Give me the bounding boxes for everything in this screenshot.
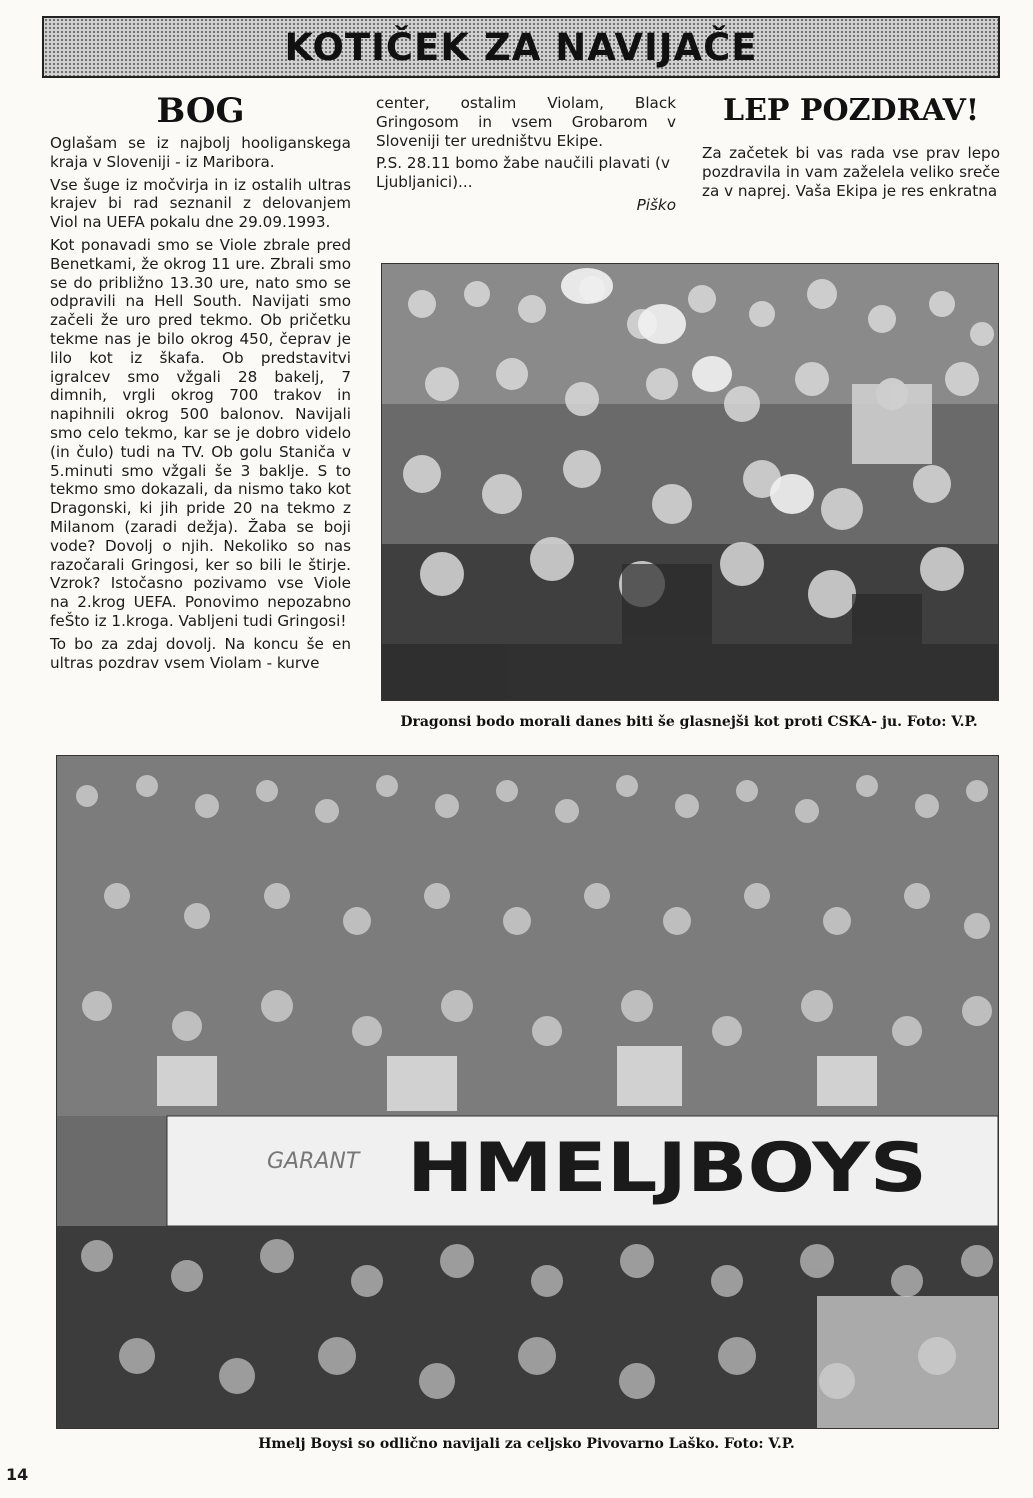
page-number: 14 <box>6 1465 29 1484</box>
garant-sponsor-text: GARANT <box>267 1149 360 1174</box>
photo-bottom-caption: Hmelj Boysi so odlično navijali za celjsko Pivovarno Laško. Foto: V.P. <box>258 1436 795 1452</box>
crowd-photo-bottom-image <box>57 756 998 1428</box>
article-bog-continuation-text: center, ostalim Violam, Black Gringosom in vsem Grobarom v Sloveniji ter uredništvu Ekipe. <box>376 94 676 150</box>
photo-top-caption: Dragonsi bodo morali danes biti še glasnejši kot proti CSKA- ju. Foto: V.P. <box>400 714 978 730</box>
crowd-photo-top-image <box>382 264 998 700</box>
crowd-photo-bottom <box>56 755 999 1429</box>
article-pozdrav <box>702 92 1000 204</box>
article-bog-ps: P.S. 28.11 bomo žabe naučili plavati (v Ljubljanici)... <box>376 154 670 192</box>
crowd-photo-top <box>381 263 999 701</box>
article-bog-paragraph: Vse šuge iz močvirja in iz ostalih ultras krajev bi rad seznanil z delovanjem Viol na UEFA pokalu dne 29.09.1993. <box>50 175 351 232</box>
article-bog-paragraph: Oglašam se iz najbolj hooliganskega kraja v Sloveniji - iz Maribora. <box>50 134 351 171</box>
article-bog-paragraph: Kot ponavadi smo se Viole zbrale pred Benetkami, že okrog 11 ure. Zbrali smo se do približno 13.30 ure, nato smo se odpravili na Hell South. Navijati smo začeli že uro pred tekmo. Ob pričetku tekme nas je bilo okrog 450, čeprav je lilo kot iz škafa. Ob predstavitvi igralcev smo vžgali 28 bakelj, 7 dimnih, vrgli okrog 700 trakov in napihnili okrog 500 balonov. Navijali smo celo tekmo, kar se je dobro videlo (in čulo) tudi na TV. Ob golu Staniča v 5.minuti smo vžgali še 3 baklje. S to tekmo smo dokazali, da nismo tako kot Dragonski, ki jih pride 20 na tekmo z Milanom (zaradi dežja). Žaba se boji vode? Dovolj o njih. Nekoliko so nas razočarali Gringosi, ker so bili le štirje. Vzrok? Istočasno pozivamo vse Viole na 2.krog UEFA. Ponovimo nepozabno feŠto iz 1.kroga. Vabljeni tudi Gringosi! <box>50 235 351 630</box>
article-bog <box>50 92 351 676</box>
article-pozdrav-body: Za začetek bi vas rada vse prav lepo pozdravila in vam zaželela veliko sreče za v naprej. Vaša Ekipa je res enkratna <box>702 144 1000 200</box>
article-bog-signature: Piško <box>636 195 676 214</box>
article-bog-headline: BOG <box>156 91 245 131</box>
section-banner <box>42 16 1000 78</box>
hmeljboys-banner-text: HMELJBOYS <box>407 1129 927 1208</box>
section-title: KOTIČEK ZA NAVIJAČE <box>284 25 758 69</box>
article-pozdrav-headline: LEP POZDRAV! <box>722 93 980 128</box>
article-bog-paragraph: To bo za zdaj dovolj. Na koncu še en ultras pozdrav vsem Violam - kurve <box>50 634 351 672</box>
article-bog-continuation <box>376 94 676 215</box>
